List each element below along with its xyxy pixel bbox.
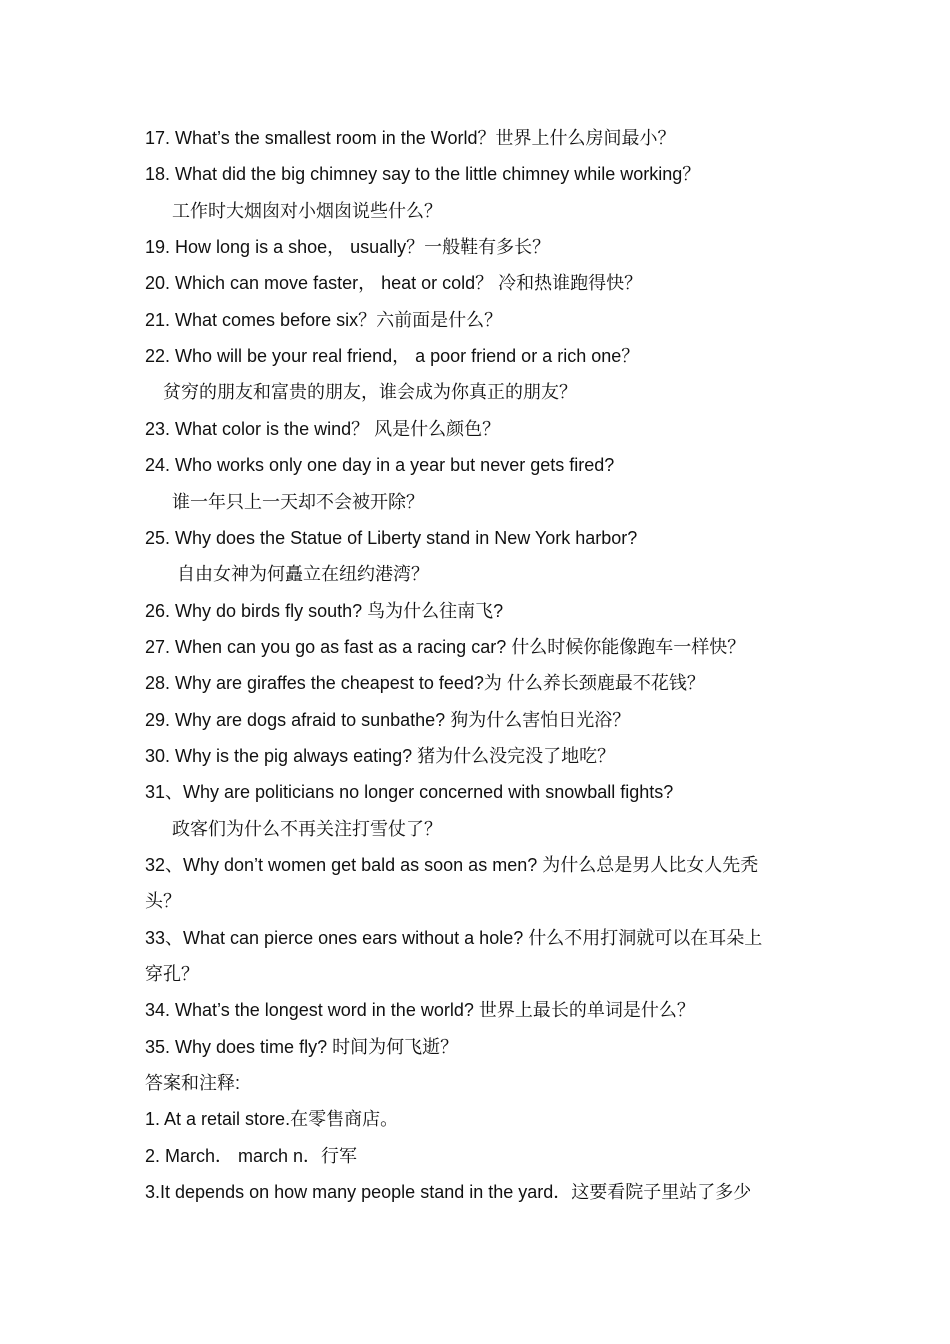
- text-line: 32、Why don’t women get bald as soon as men? 为什么总是男人比女人先秃: [145, 855, 759, 875]
- text-line: 20. Which can move faster， heat or cold？ 冷和热谁跑得快？: [145, 273, 643, 293]
- text-line: 3.It depends on how many people stand in the yard．这要看院子里站了多少: [145, 1182, 752, 1202]
- text-line: 头？: [145, 891, 181, 911]
- text-line: 17. What’s the smallest room in the World？世界上什么房间最小？: [145, 128, 676, 148]
- text-line: 穿孔？: [145, 964, 199, 984]
- text-line: 贫穷的朋友和富贵的朋友，谁会成为你真正的朋友？: [163, 382, 577, 402]
- text-line: 谁一年只上一天却不会被开除？: [172, 492, 424, 512]
- text-line: 29. Why are dogs afraid to sunbathe? 狗为什么害怕日光浴？: [145, 710, 631, 730]
- text-line: 答案和注释:: [145, 1073, 241, 1093]
- text-line: 19. How long is a shoe， usually？一般鞋有多长？: [145, 237, 551, 257]
- text-line: 21. What comes before six？六前面是什么？: [145, 310, 503, 330]
- text-line: 30. Why is the pig always eating? 猪为什么没完没了地吃？: [145, 746, 616, 766]
- text-line: 政客们为什么不再关注打雪仗了？: [172, 819, 442, 839]
- text-line: 23. What color is the wind？ 风是什么颜色？: [145, 419, 501, 439]
- text-line: 18. What did the big chimney say to the little chimney while working？: [145, 164, 701, 184]
- text-line: 35. Why does time fly? 时间为何飞逝？: [145, 1037, 459, 1057]
- text-line: 1. At a retail store.在零售商店。: [145, 1109, 399, 1129]
- text-line: 33、What can pierce ones ears without a hole? 什么不用打洞就可以在耳朵上: [145, 928, 763, 948]
- text-line: 自由女神为何矗立在纽约港湾？: [177, 564, 429, 584]
- text-line: 22. Who will be your real friend， a poor friend or a rich one？: [145, 346, 640, 366]
- text-line: 31、Why are politicians no longer concerned with snowball fights?: [145, 782, 674, 802]
- text-line: 24. Who works only one day in a year but never gets fired?: [145, 455, 615, 475]
- text-line: 26. Why do birds fly south? 鸟为什么往南飞?: [145, 601, 504, 621]
- text-line: 2. March． march n．行军: [145, 1146, 358, 1166]
- text-line: 工作时大烟囱对小烟囱说些什么？: [172, 201, 442, 221]
- text-line: 25. Why does the Statue of Liberty stand in New York harbor?: [145, 528, 638, 548]
- text-line: 28. Why are giraffes the cheapest to feed?为 什么养长颈鹿最不花钱？: [145, 673, 705, 693]
- text-line: 34. What’s the longest word in the world? 世界上最长的单词是什么？: [145, 1000, 695, 1020]
- text-line: 27. When can you go as fast as a racing car? 什么时候你能像跑车一样快？: [145, 637, 746, 657]
